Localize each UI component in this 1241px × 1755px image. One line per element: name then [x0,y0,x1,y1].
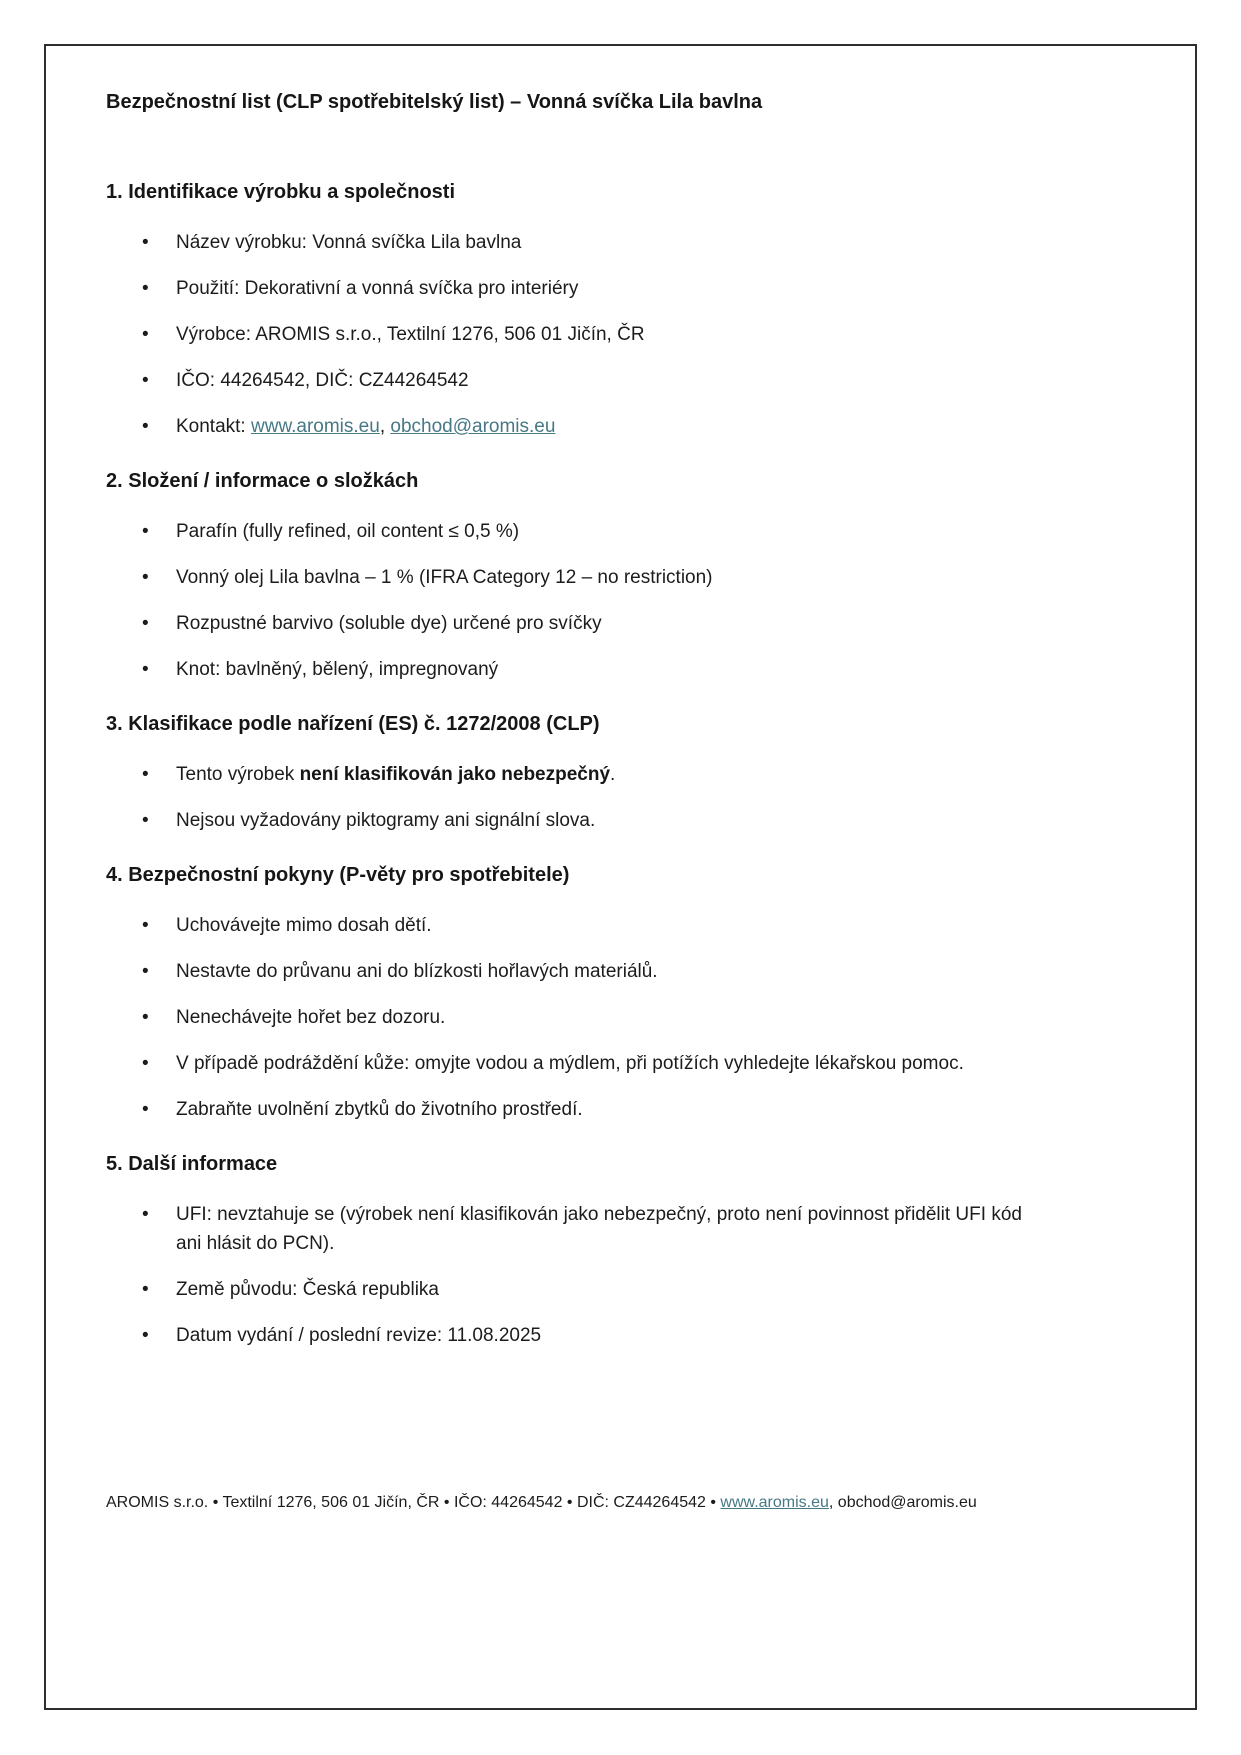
section-heading-5: 5. Další informace [106,1153,278,1175]
section-heading-3: 3. Klasifikace podle nařízení (ES) č. 1272/2008 (CLP) [106,713,600,735]
bullet-list-2 [106,517,1135,684]
bullet-text: Knot: bavlněný, bělený, impregnovaný [176,659,499,680]
bullet-item [106,911,1041,940]
page-border [44,44,1197,1710]
bullet-item [106,517,1041,546]
bullet-text: Nenechávejte hořet bez dozoru. [176,1007,446,1028]
bullet-text: Název výrobku: Vonná svíčka Lila bavlna [176,232,522,253]
bullet-item [106,1321,1041,1350]
bullet-text: Rozpustné barvivo (soluble dye) určené pro svíčky [176,613,602,634]
section-additional-info [106,1150,1135,1350]
bullet-text: Zabraňte uvolnění zbytků do životního prostředí. [176,1099,583,1120]
bullet-text: . [610,764,616,785]
bullet-list-3 [106,760,1135,835]
bullet-text: Výrobce: AROMIS s.r.o., Textilní 1276, 506 01 Jičín, ČR [176,324,645,345]
section-classification [106,710,1135,835]
bullet-text: IČO: 44264542, DIČ: CZ44264542 [176,370,469,391]
bullet-item [106,1095,1041,1124]
document-title: Bezpečnostní list (CLP spotřebitelský list) – Vonná svíčka Lila bavlna [106,91,763,113]
bullet-text: Nejsou vyžadovány piktogramy ani signální slova. [176,810,596,831]
bullet-list-1 [106,228,1135,441]
bullet-text-bold: není klasifikován jako nebezpečný [299,764,611,785]
bullet-list-4 [106,911,1135,1124]
link-aromis-email[interactable]: obchod@aromis.eu [390,416,556,437]
bullet-item [106,655,1041,684]
bullet-item [106,1049,1041,1078]
section-safety-instructions [106,861,1135,1124]
bullet-text: Země původu: Česká republika [176,1279,439,1300]
section-heading-2: 2. Složení / informace o složkách [106,470,419,492]
bullet-text: V případě podráždění kůže: omyjte vodou a mýdlem, při potížích vyhledejte lékařskou pomoc. [176,1053,964,1074]
bullet-item [106,228,1041,257]
bullet-item [106,1003,1041,1032]
bullet-list-5 [106,1200,1135,1350]
bullet-text: Nestavte do průvanu ani do blízkosti hořlavých materiálů. [176,961,658,982]
section-composition [106,467,1135,684]
footer-text: , obchod@aromis.eu [828,1494,977,1511]
bullet-item-classification [106,760,1041,789]
footer-text: AROMIS s.r.o. • Textilní 1276, 506 01 Jičín, ČR • IČO: 44264542 • DIČ: CZ44264542 • [106,1494,721,1511]
section-identification [106,178,1135,441]
link-aromis-website[interactable]: www.aromis.eu [251,416,380,437]
bullet-text: Vonný olej Lila bavlna – 1 % (IFRA Category 12 – no restriction) [176,567,713,588]
bullet-text: Datum vydání / poslední revize: 11.08.2025 [176,1325,542,1346]
bullet-text: UFI: nevztahuje se (výrobek není klasifikován jako nebezpečný, proto není povinnost přidělit UFI kód ani hlásit do PCN). [176,1204,1022,1254]
footer-link-aromis-website[interactable]: www.aromis.eu [720,1494,829,1511]
bullet-text: Použití: Dekorativní a vonná svíčka pro interiéry [176,278,579,299]
page-footer [106,1492,1135,1514]
bullet-item [106,1275,1041,1304]
bullet-item [106,563,1041,592]
bullet-text: Tento výrobek [176,764,300,785]
bullet-item [106,366,1041,395]
bullet-item-contact [106,412,1041,441]
bullet-text: Uchovávejte mimo dosah dětí. [176,915,432,936]
bullet-text: , [379,416,391,437]
bullet-item [106,957,1041,986]
bullet-text: Parafín (fully refined, oil content ≤ 0,5 %) [176,521,520,542]
bullet-item [106,320,1041,349]
bullet-item [106,1200,1041,1258]
section-heading-1: 1. Identifikace výrobku a společnosti [106,181,456,203]
bullet-item [106,806,1041,835]
bullet-item [106,274,1041,303]
bullet-text: Kontakt: [176,416,251,437]
section-heading-4: 4. Bezpečnostní pokyny (P-věty pro spotřebitele) [106,864,570,886]
bullet-item [106,609,1041,638]
